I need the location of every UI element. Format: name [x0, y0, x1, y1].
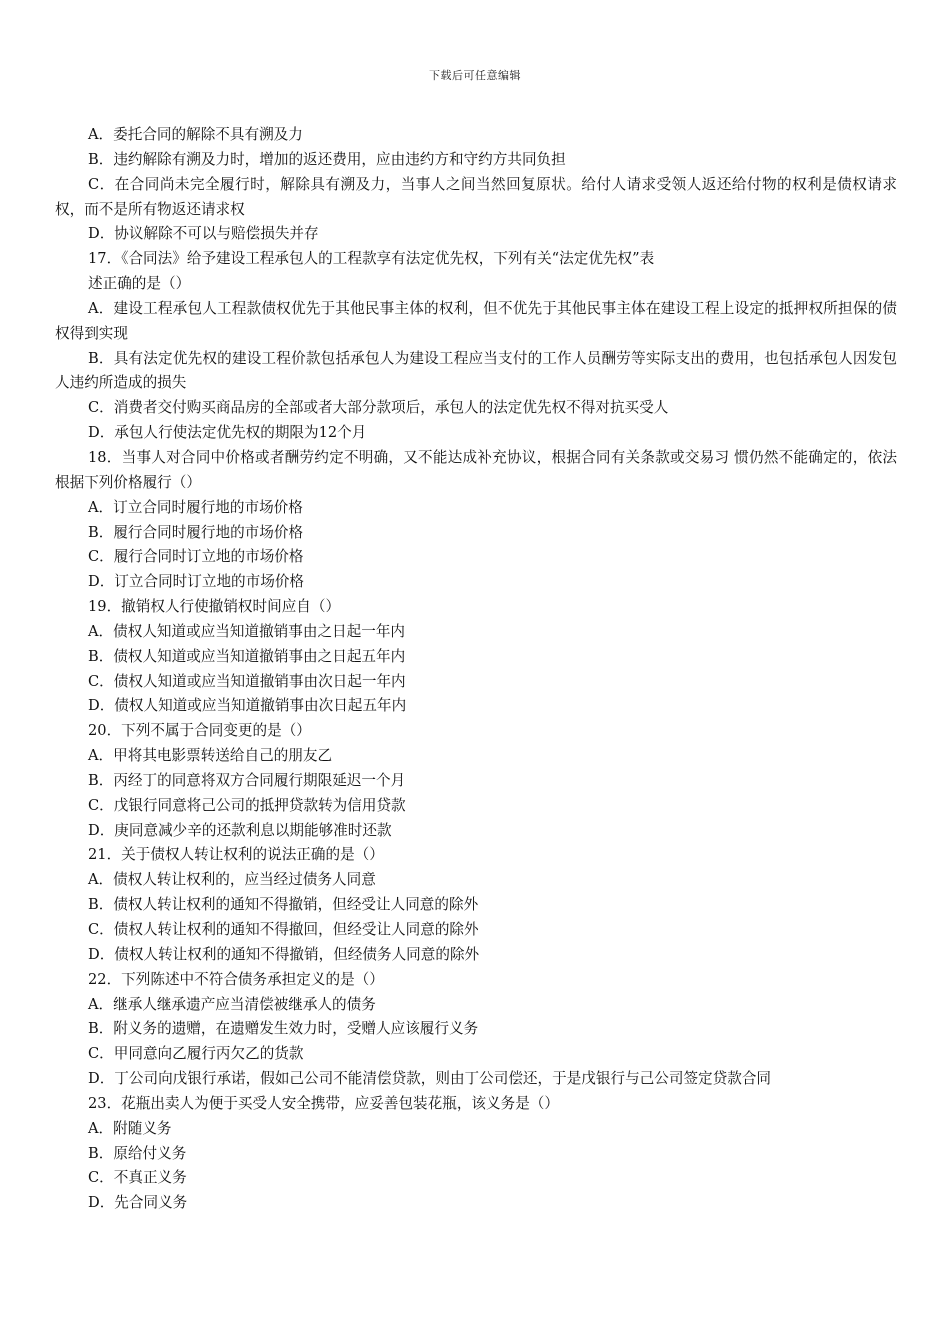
- text-line: A．债权人转让权利的，应当经过债务人同意: [88, 871, 376, 889]
- text-line: C．甲同意向乙履行丙欠乙的货款: [88, 1045, 304, 1063]
- text-line: D．债权人转让权利的通知不得撤销，但经债务人同意的除外: [88, 945, 480, 963]
- text-line: B．附义务的遗赠，在遗赠发生效力时，受赠人应该履行义务: [88, 1020, 479, 1038]
- text-line: 20．下列不属于合同变更的是（）: [88, 722, 311, 740]
- text-line: B．债权人知道或应当知道撤销事由之日起五年内: [88, 647, 406, 665]
- text-line: D．丁公司向戊银行承诺，假如己公司不能清偿贷款，则由丁公司偿还，于是戊银行与己公司签定贷款合同: [88, 1070, 772, 1088]
- text-line: B．丙经丁的同意将双方合同履行期限延迟一个月: [88, 771, 406, 789]
- text-line: 22．下列陈述中不符合债务承担定义的是（）: [88, 970, 384, 988]
- text-line: B．债权人转让权利的通知不得撤销，但经受让人同意的除外: [88, 896, 479, 914]
- text-line: D．先合同义务: [88, 1194, 188, 1212]
- document-body: [55, 123, 897, 1216]
- text-line: 18．当事人对合同中价格或者酬劳约定不明确，又不能达成补充协议，根据合同有关条款或交易习 惯仍然不能确定的，依法根据下列价格履行（）: [55, 448, 897, 491]
- text-line: C．消费者交付购买商品房的全部或者大部分款项后，承包人的法定优先权不得对抗买受人: [88, 399, 669, 417]
- text-line: B．履行合同时履行地的市场价格: [88, 523, 304, 541]
- text-line: D．债权人知道或应当知道撤销事由次日起五年内: [88, 697, 407, 715]
- text-line: C．在合同尚未完全履行时，解除具有溯及力，当事人之间当然回复原状。给付人请求受领人返还给付物的权利是债权请求权，而不是所有物返还请求权: [55, 175, 897, 218]
- text-line: B．具有法定优先权的建设工程价款包括承包人为建设工程应当支付的工作人员酬劳等实际支出的费用，也包括承包人因发包人违约所造成的损失: [55, 349, 897, 392]
- text-line: D．订立合同时订立地的市场价格: [88, 573, 305, 591]
- text-line: D．庚同意减少辛的还款利息以期能够准时还款: [88, 821, 392, 839]
- text-line: A．建设工程承包人工程款债权优先于其他民事主体的权利，但不优先于其他民事主体在建设工程上设定的抵押权所担保的债权得到实现: [55, 299, 897, 342]
- text-line: 19．撤销权人行使撤销权时间应自（）: [88, 598, 341, 616]
- text-line: C．履行合同时订立地的市场价格: [88, 548, 304, 566]
- text-line: B．原给付义务: [88, 1144, 187, 1162]
- text-line: 23．花瓶出卖人为便于买受人安全携带，应妥善包装花瓶，该义务是（）: [88, 1094, 559, 1112]
- text-line: A．附随义务: [88, 1119, 172, 1137]
- text-line: A．继承人继承遗产应当清偿被继承人的债务: [88, 995, 376, 1013]
- text-line: 述正确的是（）: [88, 275, 191, 293]
- text-line: B．违约解除有溯及力时，增加的返还费用，应由违约方和守约方共同负担: [88, 150, 566, 168]
- text-line: C．债权人知道或应当知道撤销事由次日起一年内: [88, 672, 406, 690]
- text-line: C．不真正义务: [88, 1169, 187, 1187]
- text-line: 21．关于债权人转让权利的说法正确的是（）: [88, 846, 384, 864]
- text-line: C．债权人转让权利的通知不得撤回，但经受让人同意的除外: [88, 921, 479, 938]
- text-line: D．承包人行使法定优先权的期限为12个月: [88, 424, 367, 442]
- text-line: A．委托合同的解除不具有溯及力: [88, 126, 303, 143]
- page-header: 下载后可任意编辑: [429, 69, 521, 82]
- text-line: 17．《合同法》给予建设工程承包人的工程款享有法定优先权，下列有关“法定优先权”表: [88, 250, 655, 268]
- text-line: C．戊银行同意将己公司的抵押贷款转为信用贷款: [88, 796, 406, 814]
- text-line: D．协议解除不可以与赔偿损失并存: [88, 225, 319, 243]
- text-line: A．订立合同时履行地的市场价格: [88, 498, 303, 516]
- text-line: A．甲将其电影票转送给自己的朋友乙: [88, 747, 333, 765]
- text-line: A．债权人知道或应当知道撤销事由之日起一年内: [88, 622, 406, 640]
